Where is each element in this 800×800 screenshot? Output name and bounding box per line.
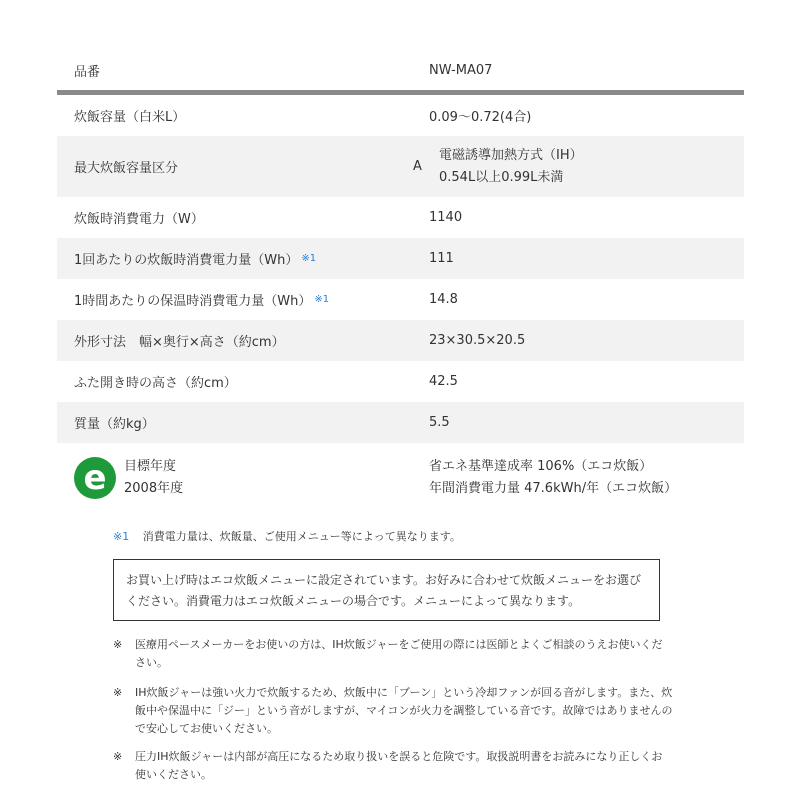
eco-label-line2: 2008年度 <box>124 481 184 496</box>
eco-value-cell <box>429 456 744 500</box>
capacity-class-desc <box>439 145 583 189</box>
spec-label: 最大炊飯容量区分 <box>74 161 179 176</box>
spec-label <box>57 249 429 268</box>
spec-row-max-capacity-class <box>57 136 744 197</box>
spec-value: 14.8 <box>429 292 458 307</box>
warning-mark: ※ <box>113 638 123 651</box>
spec-label: 炊飯時消費電力（W） <box>74 212 204 227</box>
spec-row-dimensions <box>57 320 744 361</box>
spec-value: 111 <box>429 251 454 266</box>
eco-value-line2: 年間消費電力量 47.6kWh/年（エコ炊飯） <box>429 481 678 496</box>
spec-row-power <box>57 197 744 238</box>
spec-header-label: 品番 <box>74 64 101 80</box>
eco-mark-icon: e <box>74 457 116 499</box>
warning-mark: ※ <box>113 686 123 699</box>
footnote-text: 消費電力量は、炊飯量、ご使用メニュー等によって異なります。 <box>142 530 461 543</box>
spec-value <box>413 145 744 189</box>
footnote-ref: ※1 <box>314 294 330 305</box>
warning-pacemaker <box>113 636 673 672</box>
spec-value: 42.5 <box>429 374 458 389</box>
footnote-ref: ※1 <box>301 253 317 264</box>
notice-line2: ください。消費電力はエコ炊飯メニューの場合です。メニューによって異なります。 <box>126 594 581 608</box>
spec-value: 1140 <box>429 210 463 225</box>
capacity-class-line2: 0.54L以上0.99L未満 <box>439 169 564 185</box>
spec-row-capacity <box>57 95 744 136</box>
warning-pressure <box>113 748 673 784</box>
capacity-class-line1: 電磁誘導加熱方式（IH） <box>439 147 583 163</box>
notice-box <box>113 559 660 621</box>
warning-text: IH炊飯ジャーは強い火力で炊飯するため、炊飯中に「ブーン」という冷却ファンが回る音がします。また、炊飯中や保温中に「ジー」という音がしますが、マイコンが火力を調整している音です。故障ではありませんので安心してお使いください。 <box>135 686 673 735</box>
notice-line1: お買い上げ時はエコ炊飯メニューに設定されています。お好みに合わせて炊飯メニューをお選び <box>126 573 642 587</box>
spec-row-eco <box>57 443 744 513</box>
spec-header-value: NW-MA07 <box>429 62 493 78</box>
eco-target-year <box>124 456 183 500</box>
warning-text: 圧力IH炊飯ジャーは内部が高圧になるため取り扱いを誤ると危険です。取扱説明書をお読みになり正しくお使いください。 <box>135 750 663 781</box>
spec-label <box>57 290 429 309</box>
footnote <box>113 528 461 544</box>
spec-row-weight <box>57 402 744 443</box>
capacity-class-letter: A <box>413 159 422 174</box>
spec-label: 炊飯容量（白米L） <box>74 110 186 125</box>
warning-text: 医療用ペースメーカーをお使いの方は、IH炊飯ジャーをご使用の際には医師とよくご相談のうえお使いください。 <box>135 638 663 669</box>
spec-row-energy-keep-warm <box>57 279 744 320</box>
spec-row-energy-per-cook <box>57 238 744 279</box>
warning-fan-noise <box>113 684 673 738</box>
eco-label-line1: 目標年度 <box>124 459 177 474</box>
warning-mark: ※ <box>113 750 123 763</box>
spec-label: 外形寸法 幅×奥行×高さ（約cm） <box>74 335 285 350</box>
spec-value: 23×30.5×20.5 <box>429 333 526 348</box>
spec-label: 質量（約kg） <box>74 417 155 432</box>
footnote-mark: ※1 <box>113 530 130 543</box>
spec-label-text: 1時間あたりの保温時消費電力量（Wh） <box>74 294 312 309</box>
spec-label-text: 1回あたりの炊飯時消費電力量（Wh） <box>74 253 299 268</box>
spec-row-open-height <box>57 361 744 402</box>
spec-value: 5.5 <box>429 415 450 430</box>
eco-label-cell <box>57 456 429 500</box>
spec-value: 0.09〜0.72(4合) <box>429 110 532 125</box>
spec-header-row <box>57 50 744 95</box>
eco-value-line1: 省エネ基準達成率 106%（エコ炊飯） <box>429 459 653 474</box>
spec-table <box>57 50 744 513</box>
spec-label: ふた開き時の高さ（約cm） <box>74 376 237 391</box>
